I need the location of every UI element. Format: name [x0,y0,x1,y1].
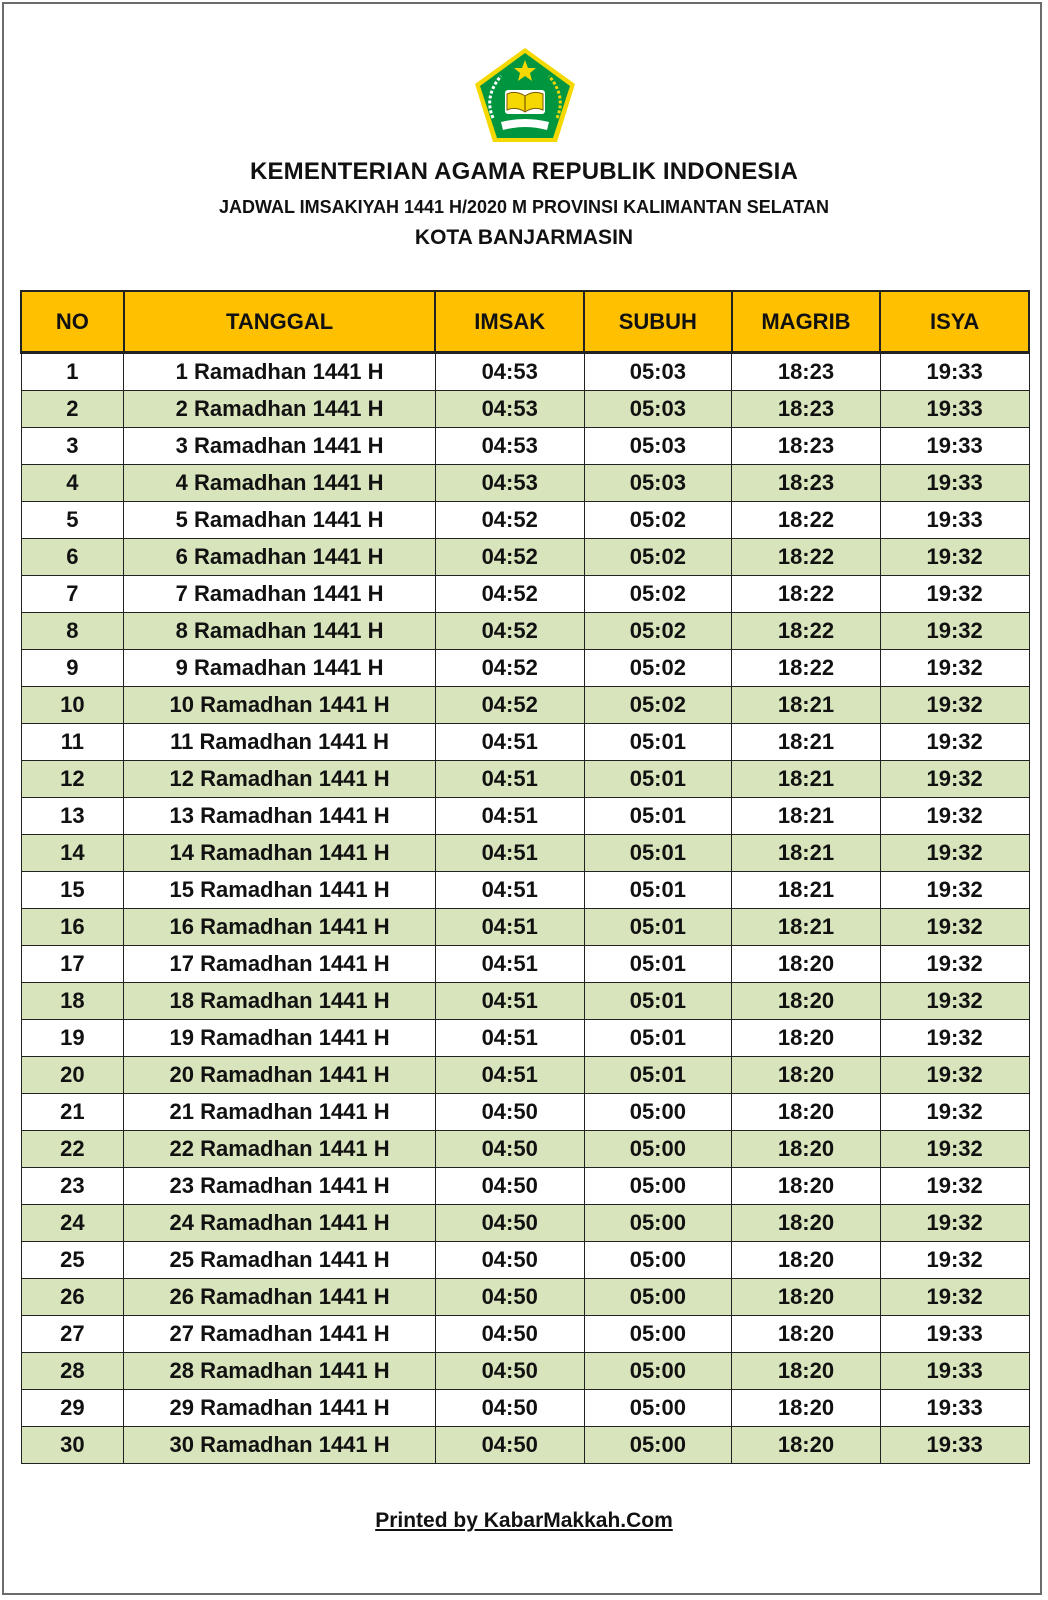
cell-subuh: 05:02 [584,613,732,650]
cell-imsak: 04:52 [435,502,584,539]
cell-no: 22 [21,1131,124,1168]
cell-tanggal: 22 Ramadhan 1441 H [124,1131,436,1168]
cell-no: 13 [21,798,124,835]
cell-isya: 19:32 [880,724,1029,761]
cell-imsak: 04:51 [435,872,584,909]
cell-isya: 19:33 [880,1427,1029,1464]
cell-no: 1 [21,353,124,391]
cell-magrib: 18:20 [732,983,881,1020]
table-row [21,946,1029,983]
cell-tanggal: 24 Ramadhan 1441 H [124,1205,436,1242]
table-row [21,1168,1029,1205]
cell-subuh: 05:03 [584,465,732,502]
cell-imsak: 04:51 [435,946,584,983]
cell-imsak: 04:51 [435,1020,584,1057]
header-row [21,291,1029,353]
cell-magrib: 18:22 [732,502,881,539]
cell-subuh: 05:02 [584,650,732,687]
cell-isya: 19:33 [880,1353,1029,1390]
cell-tanggal: 23 Ramadhan 1441 H [124,1168,436,1205]
cell-no: 20 [21,1057,124,1094]
cell-magrib: 18:20 [732,1427,881,1464]
cell-tanggal: 3 Ramadhan 1441 H [124,428,436,465]
cell-no: 29 [21,1390,124,1427]
cell-imsak: 04:50 [435,1205,584,1242]
cell-no: 11 [21,724,124,761]
cell-magrib: 18:23 [732,353,881,391]
table-row [21,465,1029,502]
col-header-imsak: IMSAK [435,291,584,353]
cell-subuh: 05:00 [584,1427,732,1464]
cell-subuh: 05:01 [584,761,732,798]
cell-isya: 19:32 [880,1205,1029,1242]
cell-isya: 19:32 [880,909,1029,946]
cell-tanggal: 5 Ramadhan 1441 H [124,502,436,539]
cell-imsak: 04:52 [435,650,584,687]
table-row [21,687,1029,724]
col-header-isya: ISYA [880,291,1029,353]
footer-credit [0,1509,1048,1533]
cell-imsak: 04:52 [435,613,584,650]
col-header-magrib: MAGRIB [732,291,881,353]
cell-subuh: 05:01 [584,724,732,761]
cell-subuh: 05:01 [584,798,732,835]
cell-tanggal: 21 Ramadhan 1441 H [124,1094,436,1131]
cell-no: 2 [21,391,124,428]
table-row [21,835,1029,872]
cell-no: 12 [21,761,124,798]
cell-isya: 19:32 [880,761,1029,798]
cell-imsak: 04:51 [435,1057,584,1094]
table-row [21,1353,1029,1390]
table-row [21,872,1029,909]
table-row [21,1057,1029,1094]
cell-subuh: 05:00 [584,1094,732,1131]
cell-no: 30 [21,1427,124,1464]
table-row [21,650,1029,687]
cell-tanggal: 28 Ramadhan 1441 H [124,1353,436,1390]
cell-magrib: 18:20 [732,1205,881,1242]
cell-subuh: 05:03 [584,391,732,428]
cell-no: 19 [21,1020,124,1057]
cell-subuh: 05:01 [584,835,732,872]
cell-no: 4 [21,465,124,502]
table-row [21,1242,1029,1279]
cell-magrib: 18:21 [732,687,881,724]
cell-isya: 19:32 [880,1057,1029,1094]
cell-tanggal: 19 Ramadhan 1441 H [124,1020,436,1057]
cell-imsak: 04:50 [435,1427,584,1464]
cell-magrib: 18:20 [732,1020,881,1057]
cell-isya: 19:32 [880,1242,1029,1279]
cell-subuh: 05:01 [584,909,732,946]
cell-isya: 19:32 [880,872,1029,909]
cell-tanggal: 18 Ramadhan 1441 H [124,983,436,1020]
cell-isya: 19:33 [880,465,1029,502]
cell-imsak: 04:50 [435,1168,584,1205]
table-row [21,539,1029,576]
cell-subuh: 05:02 [584,502,732,539]
cell-subuh: 05:01 [584,1020,732,1057]
cell-magrib: 18:21 [732,909,881,946]
cell-magrib: 18:20 [732,1131,881,1168]
table-row [21,576,1029,613]
cell-tanggal: 25 Ramadhan 1441 H [124,1242,436,1279]
cell-tanggal: 2 Ramadhan 1441 H [124,391,436,428]
cell-no: 16 [21,909,124,946]
cell-no: 18 [21,983,124,1020]
cell-subuh: 05:00 [584,1242,732,1279]
col-header-tanggal: TANGGAL [124,291,436,353]
cell-no: 28 [21,1353,124,1390]
cell-imsak: 04:50 [435,1279,584,1316]
cell-tanggal: 6 Ramadhan 1441 H [124,539,436,576]
cell-imsak: 04:50 [435,1094,584,1131]
cell-tanggal: 10 Ramadhan 1441 H [124,687,436,724]
cell-magrib: 18:20 [732,1353,881,1390]
cell-isya: 19:32 [880,835,1029,872]
cell-subuh: 05:03 [584,428,732,465]
table-row [21,1094,1029,1131]
cell-magrib: 18:22 [732,539,881,576]
cell-magrib: 18:20 [732,1094,881,1131]
cell-imsak: 04:52 [435,687,584,724]
cell-subuh: 05:00 [584,1205,732,1242]
table-row [21,761,1029,798]
cell-imsak: 04:51 [435,798,584,835]
cell-tanggal: 20 Ramadhan 1441 H [124,1057,436,1094]
imsakiyah-table [20,290,1030,1464]
cell-no: 3 [21,428,124,465]
cell-no: 25 [21,1242,124,1279]
cell-tanggal: 27 Ramadhan 1441 H [124,1316,436,1353]
cell-isya: 19:32 [880,1168,1029,1205]
cell-tanggal: 29 Ramadhan 1441 H [124,1390,436,1427]
cell-isya: 19:32 [880,798,1029,835]
cell-no: 9 [21,650,124,687]
table-row [21,613,1029,650]
cell-imsak: 04:51 [435,983,584,1020]
table-row [21,1279,1029,1316]
col-header-no: NO [21,291,124,353]
cell-imsak: 04:50 [435,1242,584,1279]
cell-tanggal: 7 Ramadhan 1441 H [124,576,436,613]
cell-subuh: 05:00 [584,1168,732,1205]
cell-subuh: 05:00 [584,1316,732,1353]
cell-subuh: 05:02 [584,539,732,576]
printed-by-text: Printed by KabarMakkah.Com [375,1509,673,1532]
cell-imsak: 04:51 [435,835,584,872]
cell-subuh: 05:00 [584,1390,732,1427]
cell-magrib: 18:23 [732,465,881,502]
cell-tanggal: 26 Ramadhan 1441 H [124,1279,436,1316]
cell-no: 5 [21,502,124,539]
cell-tanggal: 14 Ramadhan 1441 H [124,835,436,872]
cell-isya: 19:33 [880,353,1029,391]
cell-imsak: 04:50 [435,1353,584,1390]
schedule-subtitle: JADWAL IMSAKIYAH 1441 H/2020 M PROVINSI KALIMANTAN SELATAN [218,197,830,217]
cell-tanggal: 16 Ramadhan 1441 H [124,909,436,946]
cell-subuh: 05:02 [584,576,732,613]
cell-magrib: 18:21 [732,872,881,909]
cell-subuh: 05:02 [584,687,732,724]
cell-isya: 19:33 [880,391,1029,428]
cell-tanggal: 15 Ramadhan 1441 H [124,872,436,909]
cell-magrib: 18:22 [732,613,881,650]
table-header [21,291,1029,353]
cell-subuh: 05:01 [584,872,732,909]
cell-no: 15 [21,872,124,909]
cell-magrib: 18:20 [732,946,881,983]
cell-imsak: 04:51 [435,909,584,946]
cell-magrib: 18:20 [732,1390,881,1427]
cell-isya: 19:33 [880,1316,1029,1353]
cell-imsak: 04:52 [435,576,584,613]
cell-no: 17 [21,946,124,983]
cell-tanggal: 17 Ramadhan 1441 H [124,946,436,983]
table-row [21,798,1029,835]
cell-magrib: 18:20 [732,1057,881,1094]
cell-tanggal: 9 Ramadhan 1441 H [124,650,436,687]
cell-subuh: 05:00 [584,1131,732,1168]
cell-no: 27 [21,1316,124,1353]
cell-imsak: 04:53 [435,465,584,502]
cell-magrib: 18:23 [732,428,881,465]
cell-magrib: 18:21 [732,835,881,872]
cell-magrib: 18:23 [732,391,881,428]
cell-magrib: 18:21 [732,761,881,798]
cell-imsak: 04:50 [435,1316,584,1353]
cell-imsak: 04:53 [435,391,584,428]
cell-magrib: 18:20 [732,1279,881,1316]
table-row [21,353,1029,391]
cell-magrib: 18:21 [732,798,881,835]
cell-imsak: 04:50 [435,1131,584,1168]
cell-subuh: 05:00 [584,1353,732,1390]
cell-subuh: 05:01 [584,983,732,1020]
cell-imsak: 04:51 [435,724,584,761]
cell-no: 24 [21,1205,124,1242]
table-row [21,724,1029,761]
cell-no: 21 [21,1094,124,1131]
cell-magrib: 18:20 [732,1316,881,1353]
cell-tanggal: 30 Ramadhan 1441 H [124,1427,436,1464]
cell-imsak: 04:53 [435,428,584,465]
cell-isya: 19:33 [880,502,1029,539]
cell-magrib: 18:21 [732,724,881,761]
table-body [21,353,1029,1464]
table-row [21,1131,1029,1168]
cell-no: 14 [21,835,124,872]
cell-isya: 19:32 [880,1279,1029,1316]
table-row [21,909,1029,946]
cell-isya: 19:33 [880,1390,1029,1427]
cell-magrib: 18:22 [732,650,881,687]
cell-no: 23 [21,1168,124,1205]
cell-no: 8 [21,613,124,650]
cell-isya: 19:32 [880,1020,1029,1057]
cell-isya: 19:32 [880,576,1029,613]
table-row [21,1020,1029,1057]
cell-subuh: 05:00 [584,1279,732,1316]
cell-subuh: 05:01 [584,946,732,983]
cell-tanggal: 1 Ramadhan 1441 H [124,353,436,391]
ministry-title: KEMENTERIAN AGAMA REPUBLIK INDONESIA [249,158,799,185]
cell-no: 26 [21,1279,124,1316]
cell-tanggal: 4 Ramadhan 1441 H [124,465,436,502]
col-header-subuh: SUBUH [584,291,732,353]
table-row [21,1205,1029,1242]
cell-isya: 19:32 [880,1094,1029,1131]
cell-imsak: 04:50 [435,1390,584,1427]
cell-imsak: 04:52 [435,539,584,576]
table-row [21,1390,1029,1427]
table-row [21,983,1029,1020]
cell-imsak: 04:53 [435,353,584,391]
cell-isya: 19:32 [880,539,1029,576]
cell-magrib: 18:20 [732,1242,881,1279]
table-row [21,1316,1029,1353]
cell-tanggal: 11 Ramadhan 1441 H [124,724,436,761]
cell-tanggal: 13 Ramadhan 1441 H [124,798,436,835]
table-row [21,502,1029,539]
table-row [21,1427,1029,1464]
cell-magrib: 18:20 [732,1168,881,1205]
cell-isya: 19:33 [880,428,1029,465]
table-row [21,391,1029,428]
cell-imsak: 04:51 [435,761,584,798]
cell-no: 7 [21,576,124,613]
cell-tanggal: 12 Ramadhan 1441 H [124,761,436,798]
cell-no: 6 [21,539,124,576]
cell-isya: 19:32 [880,946,1029,983]
cell-isya: 19:32 [880,1131,1029,1168]
city-title: KOTA BANJARMASIN [414,226,634,249]
kemenag-logo [471,46,579,146]
table-row [21,428,1029,465]
cell-magrib: 18:22 [732,576,881,613]
cell-tanggal: 8 Ramadhan 1441 H [124,613,436,650]
cell-subuh: 05:03 [584,353,732,391]
cell-isya: 19:32 [880,613,1029,650]
cell-subuh: 05:01 [584,1057,732,1094]
cell-isya: 19:32 [880,687,1029,724]
cell-isya: 19:32 [880,983,1029,1020]
cell-isya: 19:32 [880,650,1029,687]
cell-no: 10 [21,687,124,724]
